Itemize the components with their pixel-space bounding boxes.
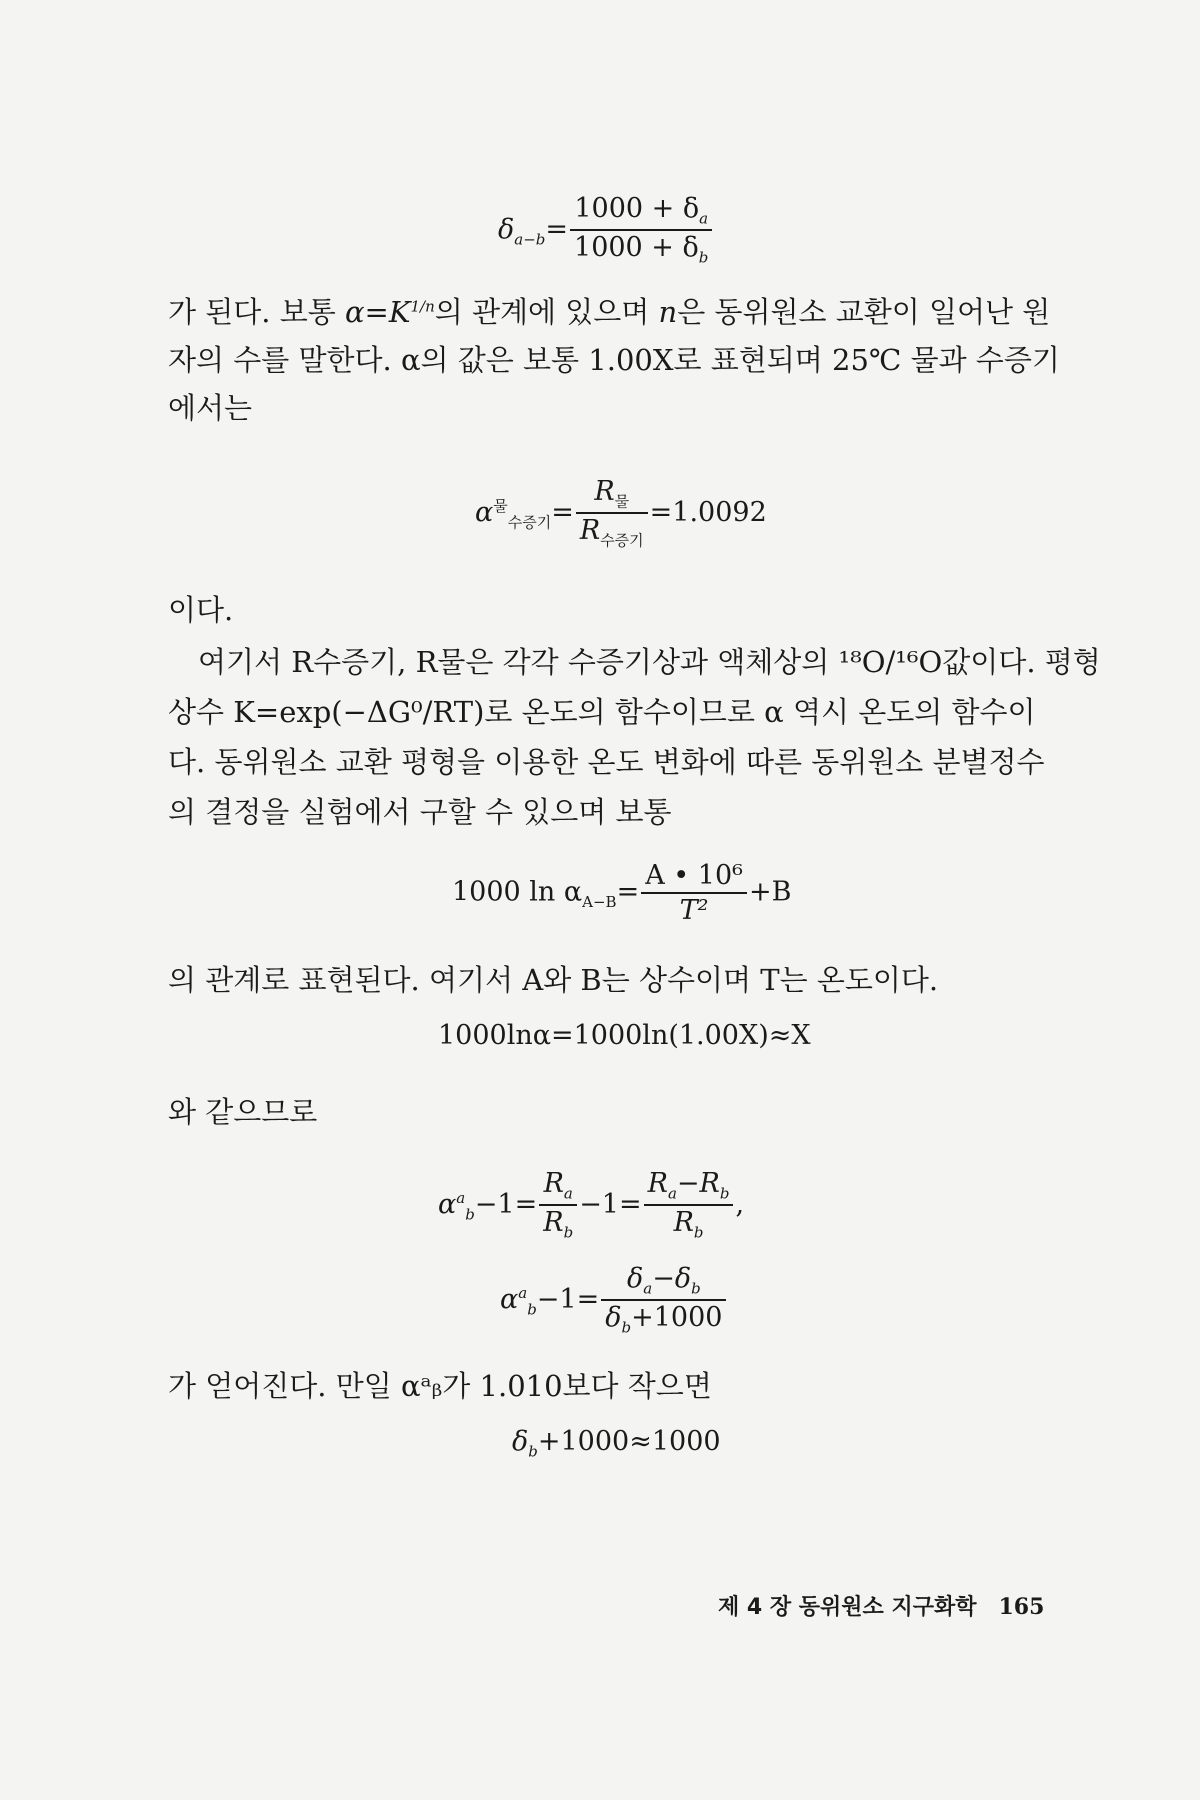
eq5-num1: R — [543, 1168, 564, 1199]
p3-line1: 여기서 R수증기, R물은 각각 수증기상과 액체상의 ¹⁸O/¹⁶O값이다. 평형 — [198, 645, 1101, 679]
equation-alpha-ratio — [438, 1170, 744, 1241]
eq5-tail: , — [735, 1188, 745, 1220]
eq2-sup: 물 — [493, 496, 508, 515]
eq6-fraction — [601, 1265, 726, 1336]
eq6-num-sub2: b — [691, 1279, 701, 1298]
p1-line1 — [168, 290, 1050, 331]
eq6-lhs: α — [500, 1283, 519, 1315]
p4-text: 의 관계로 표현된다. 여기서 A와 B는 상수이며 T는 온도이다. — [168, 963, 939, 997]
eq3-numerator: A • 10⁶ — [641, 862, 747, 894]
eq5-lhs: α — [438, 1188, 457, 1220]
eq2-den-sub: 수증기 — [600, 531, 644, 550]
equation-1000ln-approx: 1000lnα=1000ln(1.00X)≈X — [438, 1020, 811, 1051]
p3-line2: 상수 K=exp(−ΔG⁰/RT)로 온도의 함수이므로 α 역시 온도의 함수이 — [168, 695, 1036, 729]
eq6-den-b: +1000 — [631, 1302, 723, 1334]
p1-eqK: =K — [364, 295, 411, 329]
p1-n: n — [658, 295, 678, 329]
eq7-b: +1000≈1000 — [537, 1426, 721, 1457]
eq3-eqsign: = — [616, 876, 640, 908]
p6-text: 가 얻어진다. 만일 αᵃᵦ가 1.010보다 작으면 — [168, 1369, 712, 1403]
eq5-den1: R — [543, 1207, 564, 1239]
eq2-fraction — [576, 478, 648, 549]
eq1-lhs-sub: a−b — [514, 230, 546, 249]
eq2-rhs: =1.0092 — [649, 496, 767, 528]
eq1-denominator: 1000 + δ — [574, 232, 699, 264]
p1-text-a: 가 된다. 보통 — [168, 295, 345, 329]
eq5-num2-sub2: b — [719, 1184, 730, 1203]
eq7-a: δ — [512, 1426, 529, 1457]
equation-alpha-water-vapor — [475, 478, 767, 549]
p1-exponent: 1/n — [410, 297, 435, 316]
eq5-fraction2 — [644, 1170, 734, 1241]
equation-alpha-delta — [500, 1265, 728, 1336]
eq1-eqsign: = — [545, 213, 569, 245]
eq3-rhs: +B — [748, 876, 792, 908]
page-footer — [718, 1590, 1044, 1621]
p1-text-b: 의 관계에 있으며 — [434, 295, 659, 329]
page-number: 165 — [998, 1594, 1045, 1620]
eq5-num2-b: −R — [676, 1168, 720, 1199]
eq5-fraction1 — [539, 1170, 577, 1241]
p3-line3: 다. 동위원소 교환 평형을 이용한 온도 변화에 따른 동위원소 분별정수 — [168, 745, 1045, 779]
eq1-lhs: δ — [498, 213, 515, 245]
eq1-num-sub: a — [699, 209, 709, 228]
p1-line2: 자의 수를 말한다. α의 값은 보통 1.00X로 표현되며 25℃ 물과 수증기 — [168, 343, 1060, 377]
eq5-lhs-sub: b — [465, 1205, 475, 1224]
eq5-num2: R — [647, 1168, 668, 1199]
eq5-lhs-sup: a — [456, 1188, 466, 1207]
eq2-eqsign: = — [551, 496, 574, 528]
eq3-lhs-sub: A−B — [582, 892, 617, 911]
eq6-minus1: −1= — [536, 1283, 600, 1315]
p5-text: 와 같으므로 — [168, 1095, 318, 1129]
eq6-den-sub: b — [621, 1318, 632, 1337]
chapter-title: 제 4 장 동위원소 지구화학 — [718, 1595, 977, 1620]
eq5-num1-sub: a — [563, 1184, 573, 1203]
eq5-den1-sub: b — [563, 1223, 574, 1242]
eq1-numerator: 1000 + δ — [574, 193, 700, 224]
eq3-lhs: 1000 ln α — [452, 876, 583, 908]
eq6-den: δ — [605, 1302, 622, 1334]
p1-alpha: α — [344, 295, 365, 329]
eq3-fraction — [641, 862, 747, 924]
eq6-num-b: −δ — [652, 1263, 692, 1294]
equation-delta-approx — [512, 1428, 721, 1459]
eq5-den2-sub: b — [693, 1223, 704, 1242]
eq1-fraction — [570, 195, 712, 266]
eq6-num-sub: a — [643, 1279, 653, 1298]
eq2-sub: 수증기 — [507, 513, 552, 532]
eq2-lhs: α — [475, 496, 494, 528]
eq5-den2: R — [673, 1207, 694, 1239]
equation-1000ln-alpha — [452, 862, 791, 924]
p3-line4: 의 결정을 실험에서 구할 수 있으며 보통 — [168, 795, 672, 829]
p1-line3: 에서는 — [168, 391, 253, 425]
eq6-lhs-sub: b — [527, 1300, 537, 1319]
p1-text-c: 은 동위원소 교환이 일어난 원 — [677, 295, 1051, 329]
p2-text: 이다. — [168, 593, 234, 627]
eq5-num2-sub: a — [667, 1184, 677, 1203]
eq7-a-sub: b — [528, 1442, 538, 1461]
eq5-minus1: −1= — [474, 1188, 538, 1220]
eq1-den-sub: b — [698, 248, 709, 267]
eq2-denominator: R — [579, 515, 601, 547]
eq2-num-sub: 물 — [614, 492, 630, 511]
eq6-lhs-sup: a — [518, 1283, 528, 1302]
eq3-denominator: T² — [679, 895, 709, 926]
eq2-numerator: R — [594, 476, 615, 507]
eq6-num: δ — [626, 1263, 644, 1294]
equation-delta-ab — [498, 195, 714, 266]
eq5-mid: −1= — [579, 1188, 642, 1220]
